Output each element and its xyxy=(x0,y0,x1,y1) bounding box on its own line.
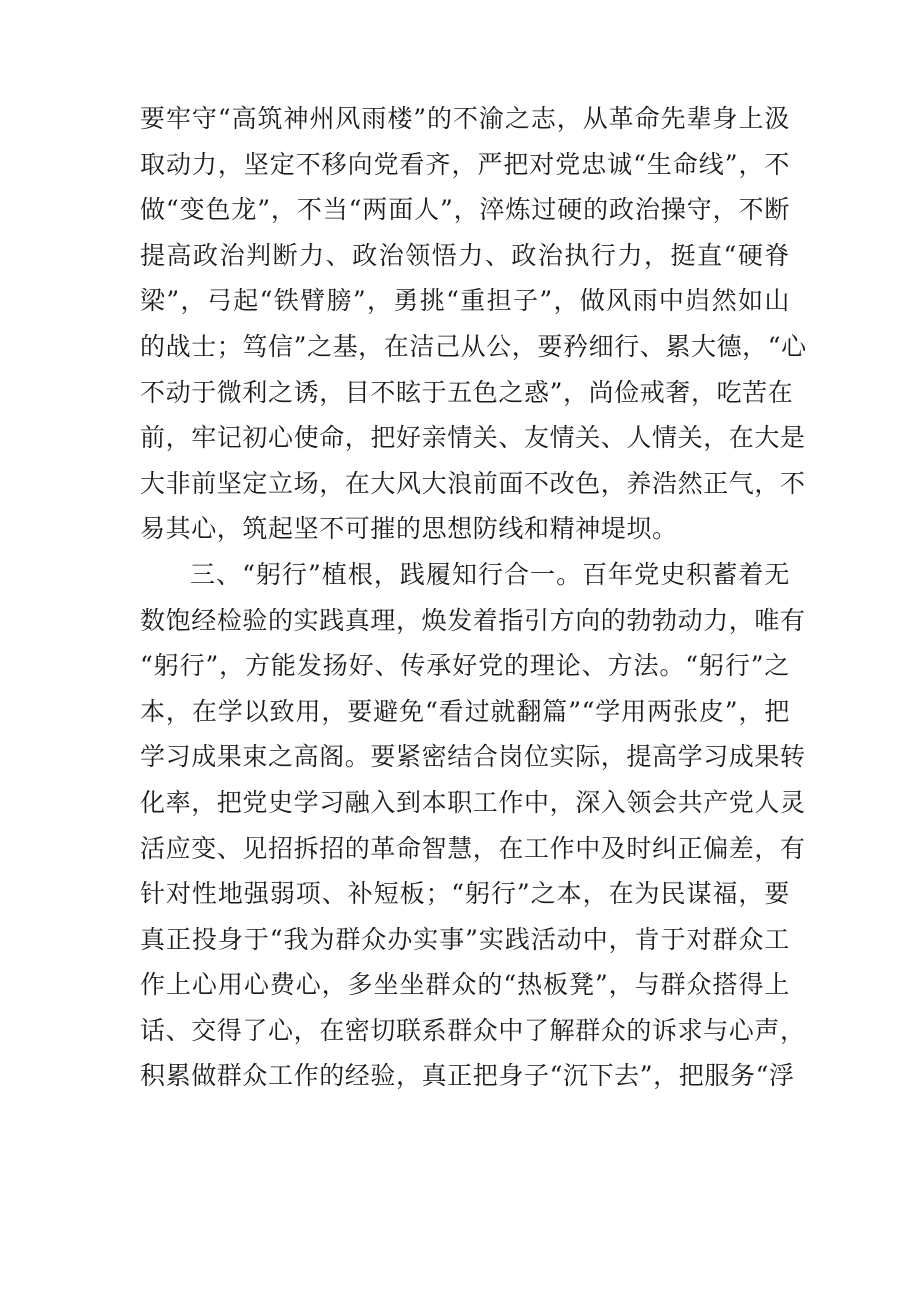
text-line: “躬行”，方能发扬好、传承好党的理论、方法。“躬行”之 xyxy=(140,651,790,681)
text-line: 学习成果束之高阁。要紧密结合岗位实际，提高学习成果转 xyxy=(140,742,806,772)
text-line: 提高政治判断力、政治领悟力、政治执行力，挺直“硬脊 xyxy=(140,240,790,270)
text-line: 活应变、见招拆招的革命智慧，在工作中及时纠正偏差，有 xyxy=(140,833,806,863)
text-line: 的战士；笃信”之基，在洁己从公，要矜细行、累大德，“心 xyxy=(140,331,807,361)
text-line: 数饱经检验的实践真理，焕发着指引方向的勃勃动力，唯有 xyxy=(140,605,806,635)
text-line: 梁”，弓起“铁臂膀”，勇挑“重担子”，做风雨中岿然如山 xyxy=(140,286,790,316)
body-text xyxy=(140,96,807,1099)
text-line: 做“变色龙”，不当“两面人”，淬炼过硬的政治操守，不断 xyxy=(140,195,790,225)
section-heading-line: 三、“躬行”植根，践履知行合一。百年党史积蓄着无 xyxy=(190,559,790,589)
text-line: 话、交得了心，在密切联系群众中了解群众的诉求与心声， xyxy=(140,1015,806,1045)
text-line: 不动于微利之诱，目不眩于五色之惑”，尚俭戒奢，吃苦在 xyxy=(140,377,794,407)
text-line: 化率，把党史学习融入到本职工作中，深入领会共产党人灵 xyxy=(140,787,806,817)
text-line: 易其心，筑起坚不可摧的思想防线和精神堤坝。 xyxy=(140,514,678,544)
text-line: 前，牢记初心使命，把好亲情关、友情关、人情关，在大是 xyxy=(140,423,806,453)
text-line: 作上心用心费心，多坐坐群众的“热板凳”，与群众搭得上 xyxy=(140,970,790,1000)
text-line: 针对性地强弱项、补短板；“躬行”之本，在为民谋福，要 xyxy=(140,879,790,909)
text-line: 取动力，坚定不移向党看齐，严把对党忠诚“生命线”，不 xyxy=(140,149,790,179)
text-line: 真正投身于“我为群众办实事”实践活动中，肯于对群众工 xyxy=(140,924,790,954)
text-line: 积累做群众工作的经验，真正把身子“沉下去”，把服务“浮 xyxy=(140,1061,795,1091)
text-line: 要牢守“高筑神州风雨楼”的不渝之志，从革命先辈身上汲 xyxy=(140,104,790,133)
text-line: 大非前坚定立场，在大风大浪前面不改色，养浩然正气，不 xyxy=(140,468,806,498)
text-line: 本，在学以致用，要避免“看过就翻篇”“学用两张皮”，把 xyxy=(140,696,790,726)
